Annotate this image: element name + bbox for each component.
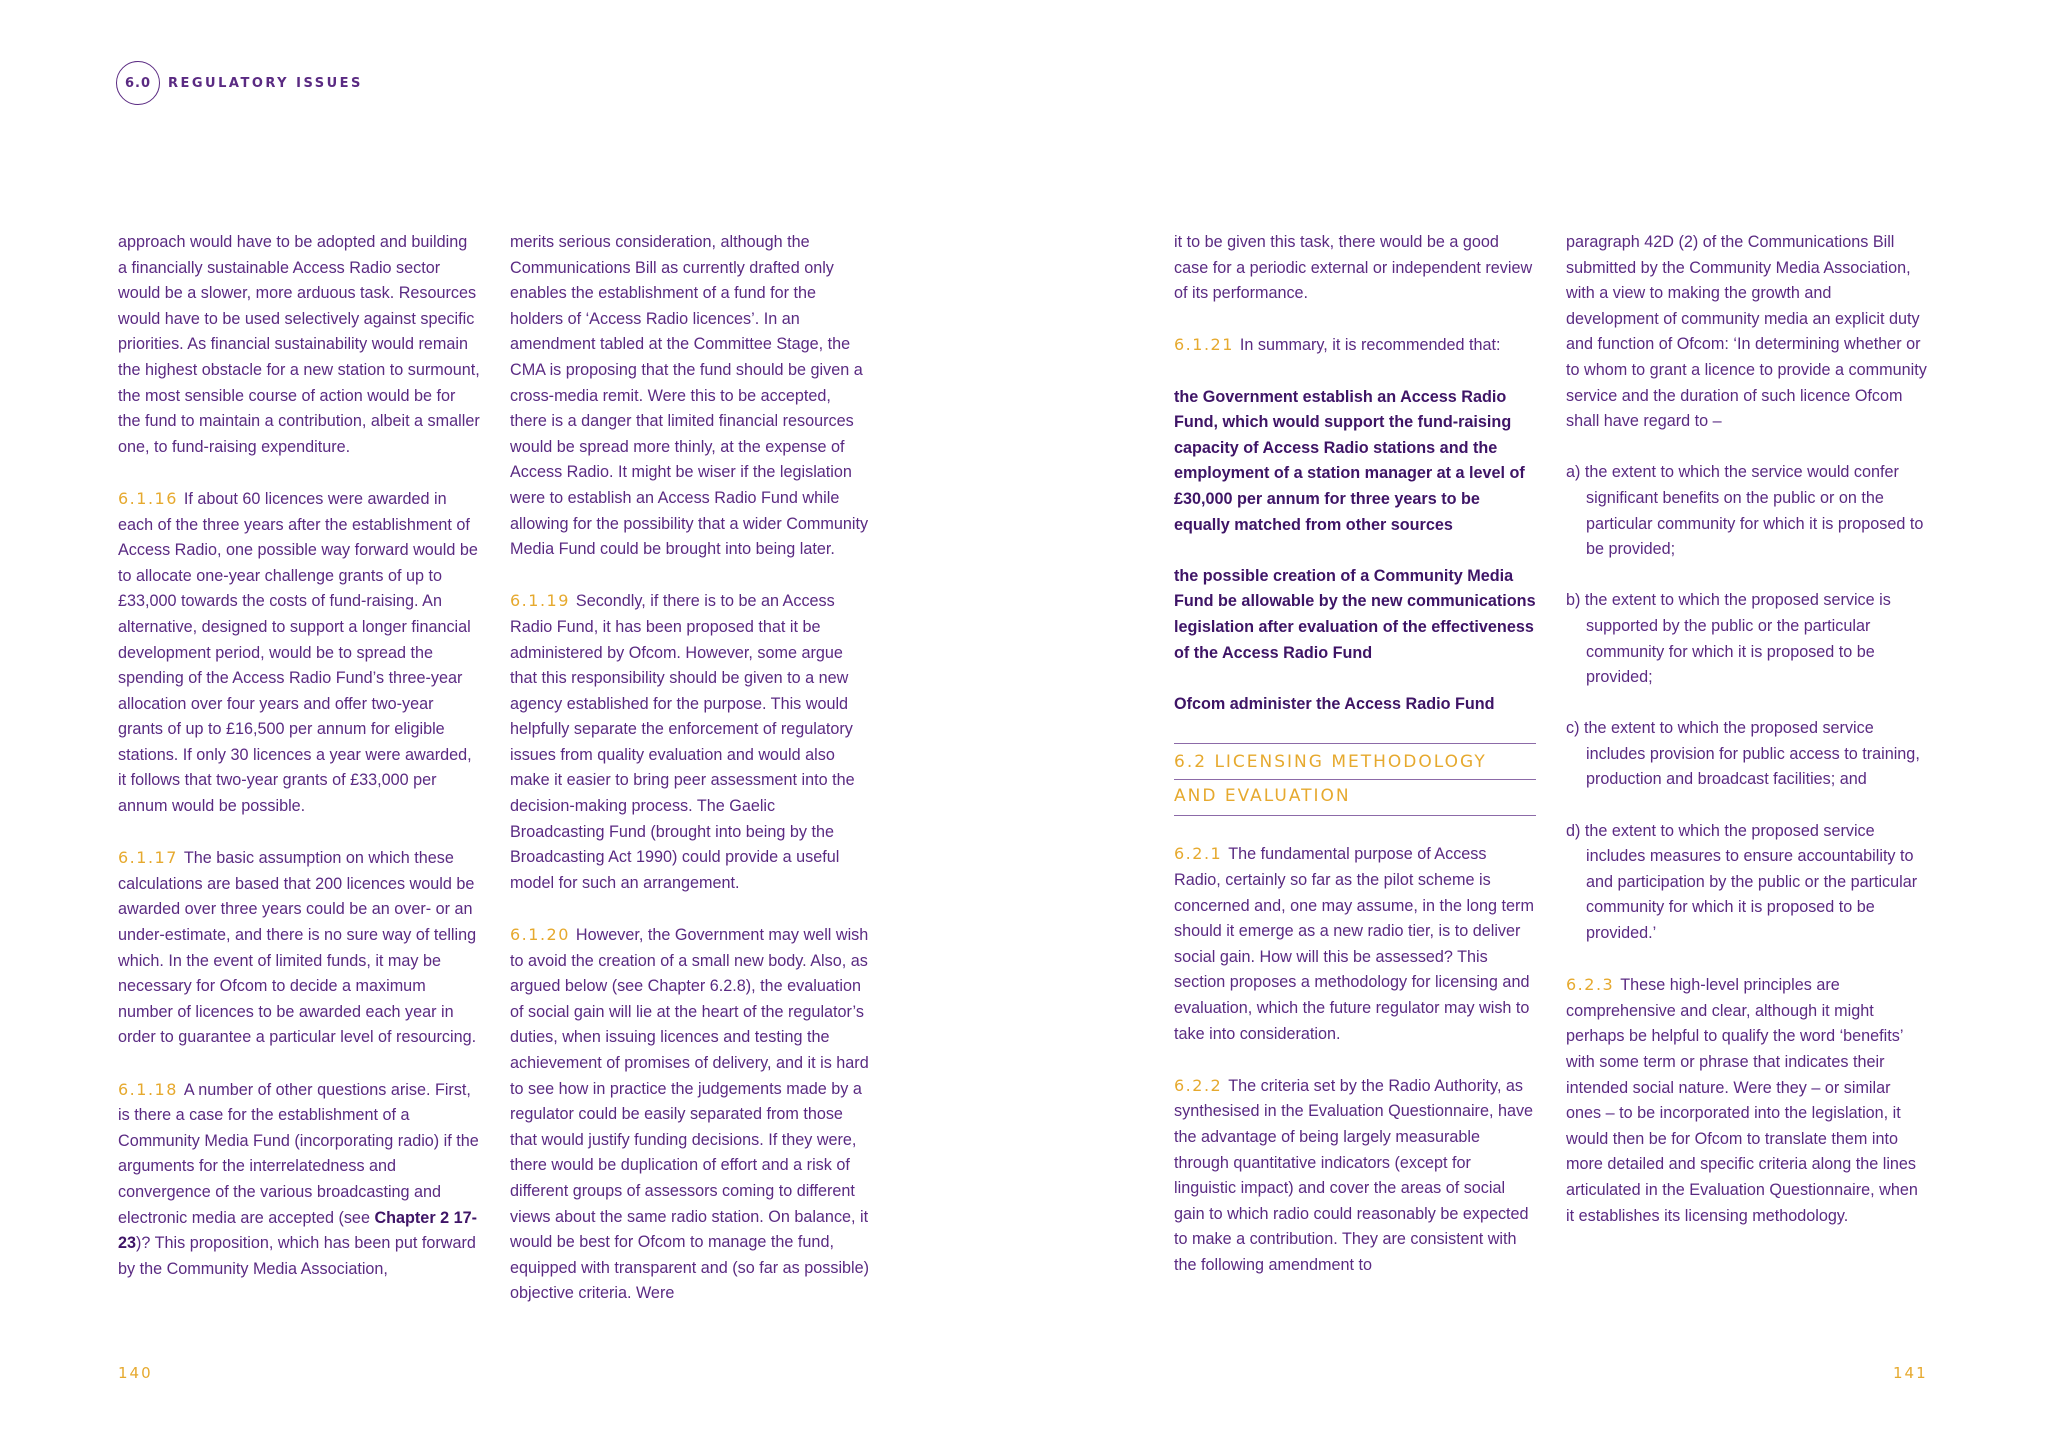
section-heading-line: AND EVALUATION: [1174, 779, 1536, 813]
paragraph-number: 6.1.20: [510, 925, 570, 945]
paragraph: 6.1.16 If about 60 licences were awarded in each of the three years after the establishment of Access Radio, one possible way forward would be to allocate one-year challenge grants of up to £33,000 towards the costs of fund-raising. An alternative, designed to support a longer financial development period, would be to spread the spending of the Access Radio Fund’s three-year allocation over four years and offer two-year grants of up to £16,500 per annum for eligible stations. If only 30 licences a year were awarded, it follows that two-year grants of £33,000 per annum would be possible.: [118, 488, 478, 816]
section-number-badge: 6.0: [116, 61, 160, 105]
page-number-right: 141: [1893, 1364, 1928, 1382]
list-item: a) the extent to which the service would confer significant benefits on the public or on the particular community for which it is proposed to be provided;: [1566, 463, 1924, 559]
page-number-left: 140: [118, 1364, 153, 1382]
recommendation: the possible creation of a Community Media Fund be allowable by the new communications legislation after evaluation of the effectiveness of the Access Radio Fund: [1174, 566, 1536, 662]
paragraph: 6.2.1 The fundamental purpose of Access Radio, certainly so far as the pilot scheme is concerned and, one may assume, in the long term should it emerge as a new radio tier, is to deliver social gain. How will this be assessed? This section proposes a methodology for licensing and evaluation, which the future regulator may wish to take into consideration.: [1174, 844, 1534, 1043]
paragraph: it to be given this task, there would be a good case for a periodic external or independent review of its performance.: [1174, 233, 1533, 303]
chapter-header: [116, 60, 363, 106]
paragraph: 6.2.3 These high-level principles are comprehensive and clear, although it might perhaps be helpful to qualify the word ‘benefits’ with some term or phrase that indicates their intended social nature. Were they – or similar ones – to be incorporated into the legislation, it would then be for Ofcom to translate them into more detailed and specific criteria along the lines articulated in the Evaluation Questionnaire, when it establishes its licensing methodology.: [1566, 975, 1918, 1225]
column-4: [1566, 230, 1928, 1255]
paragraph-number: 6.1.17: [118, 848, 178, 868]
paragraph-number: 6.1.21: [1174, 335, 1234, 355]
paragraph-number: 6.2.3: [1566, 975, 1615, 995]
list-item: d) the extent to which the proposed service includes measures to ensure accountability to and participation by the public or the particular community for which it is proposed to be provided.’: [1566, 821, 1918, 943]
section-heading: [1174, 743, 1536, 816]
section-heading-line: 6.2 LICENSING METHODOLOGY: [1174, 751, 1487, 772]
list-item: b) the extent to which the proposed service is supported by the public or the particular community for which it is proposed to be provided;: [1566, 591, 1891, 687]
section-title: REGULATORY ISSUES: [168, 75, 363, 91]
paragraph: 6.1.18 A number of other questions arise. First, is there a case for the establishment of a Community Media Fund (incorporating radio) if the arguments for the interrelatedness and convergence of the various broadcasting and electronic media are accepted (see Chapter 2 17-23)? This proposition, which has been put forward by the Community Media Association,: [118, 1079, 479, 1278]
paragraph-number: 6.1.16: [118, 488, 178, 508]
paragraph: 6.1.20 However, the Government may well wish to avoid the creation of a small new body. Also, as argued below (see Chapter 6.2.8), the evaluation of social gain will lie at the heart of the regulator’s duties, when issuing licences and testing the achievement of promises of delivery, and it is hard to see how in practice the judgements made by a regulator could be easily separated from those that would justify funding decisions. If they were, there would be duplication of effort and a risk of different groups of assessors coming to different views about the same radio station. On balance, it would be best for Ofcom to manage the fund, equipped with transparent and (so far as possible) objective criteria. Were: [510, 925, 870, 1303]
paragraph: merits serious consideration, although the Communications Bill as currently drafted only enables the establishment of a fund for the holders of ‘Access Radio licences’. In an amendment tabled at the Committee Stage, the CMA is proposing that the fund should be given a cross-media remit. Were this to be accepted, there is a danger that limited financial resources would be spread more thinly, at the expense of Access Radio. It might be wiser if the legislation were to establish an Access Radio Fund while allowing for the possibility that a wider Community Media Fund could be brought into being later.: [510, 233, 869, 559]
list-item: c) the extent to which the proposed service includes provision for public access to training, production and broadcast facilities; and: [1566, 719, 1920, 789]
column-1: [118, 230, 480, 1308]
paragraph-number: 6.1.19: [510, 591, 570, 611]
recommendation: Ofcom administer the Access Radio Fund: [1174, 694, 1495, 713]
paragraph: 6.1.19 Secondly, if there is to be an Access Radio Fund, it has been proposed that it be administered by Ofcom. However, some argue that this responsibility should be given to a new agency established for the purpose. This would helpfully separate the enforcement of regulatory issues from quality evaluation and would also make it easier to bring peer assessment into the decision-making process. The Gaelic Broadcasting Fund (brought into being by the Broadcasting Act 1990) could provide a useful model for such an arrangement.: [510, 591, 855, 892]
column-2: [510, 230, 872, 1333]
paragraph: 6.1.21 In summary, it is recommended that:: [1174, 335, 1501, 355]
recommendation: the Government establish an Access Radio Fund, which would support the fund-raising capacity of Access Radio stations and the employment of a station manager at a level of £30,000 per annum for three years to be equally matched from other sources: [1174, 387, 1525, 534]
paragraph: paragraph 42D (2) of the Communications Bill submitted by the Community Media Association, with a view to making the growth and development of community media an explicit duty and function of Ofcom: ‘In determining whether or to whom to grant a licence to provide a community service and the duration of such licence Ofcom shall have regard to –: [1566, 233, 1927, 431]
column-3: [1174, 230, 1536, 1304]
paragraph: 6.1.17 The basic assumption on which these calculations are based that 200 licences would be awarded over three years could be an over- or an under-estimate, and there is no sure way of telling which. In the event of limited funds, it may be necessary for Ofcom to decide a maximum number of licences to be awarded each year in order to guarantee a particular level of resourcing.: [118, 848, 477, 1047]
paragraph-number: 6.2.2: [1174, 1075, 1223, 1095]
paragraph-number: 6.1.18: [118, 1079, 178, 1099]
chapter-reference: Chapter 2 17-23: [118, 1208, 478, 1253]
paragraph-number: 6.2.1: [1174, 844, 1223, 864]
paragraph: 6.2.2 The criteria set by the Radio Authority, as synthesised in the Evaluation Questionnaire, have the advantage of being largely measurable through quantitative indicators (except for linguistic impact) and cover the areas of social gain to which radio could reasonably be expected to make a contribution. They are consistent with the following amendment to: [1174, 1075, 1534, 1274]
paragraph: approach would have to be adopted and building a financially sustainable Access Radio sector would be a slower, more arduous task. Resources would have to be used selectively against specific priorities. As financial sustainability would remain the highest obstacle for a new station to surmount, the most sensible course of action would be for the fund to maintain a contribution, albeit a smaller one, to fund-raising expenditure.: [118, 233, 480, 456]
